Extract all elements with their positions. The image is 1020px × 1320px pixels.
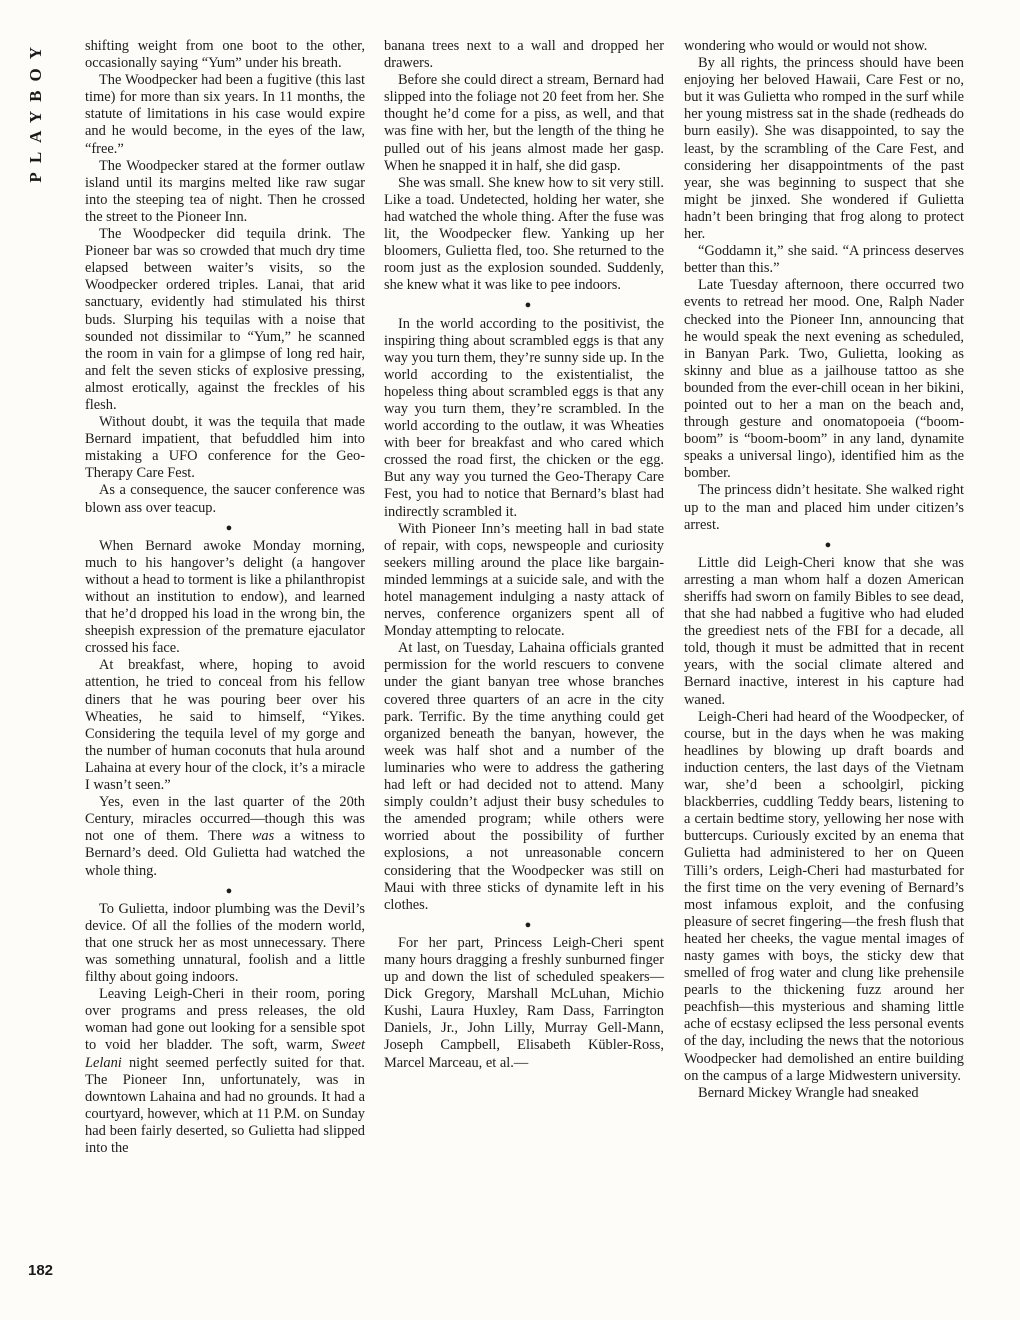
section-break-bullet: ● [225, 884, 233, 897]
section-break-bullet: ● [524, 299, 532, 312]
paragraph: Little did Leigh-Cheri know that she was arresting a man whom half a dozen American sheriffs had sworn on family Bibles to see dead, that she had nabbed a fugitive who had eluded the greediest nets of the FBI for a decade, all told, though it must be admitted that in recent years, with the social climate altered and Bernard inactive, interest in his capture had waned. [684, 554, 964, 708]
paragraph: Bernard Mickey Wrangle had sneaked [698, 1084, 919, 1101]
paragraph: With Pioneer Inn’s meeting hall in bad state of repair, with cops, newspeople and curiosity seekers milling around the place like bargain-minded lemmings at a suicide sale, and with the hotel management indulging a nasty attack of nerves, conference organizers spent all of Monday attempting to relocate. [384, 520, 664, 640]
magazine-masthead: PLAYBOY [26, 38, 45, 183]
paragraph: The Woodpecker had been a fugitive (this last time) for more than six years. In 11 months, the statute of limitations in his case would expire and he would become, in the eyes of the law, “free.” [85, 72, 365, 157]
paragraph: wondering who would or would not show. [684, 38, 928, 54]
section-break-bullet: ● [824, 538, 832, 551]
paragraph: banana trees next to a wall and dropped her drawers. [384, 38, 664, 72]
paragraph: In the world according to the positivist, the inspiring thing about scrambled eggs is that any way you turn them, they’re sunny side up. In the world according to the existentialist, the hopeless thing about scrambled eggs is that any way you turn them, they’re scrambled. In the world according to the outlaw, it was Wheaties with beer for breakfast and who cared which crossed the road first, the chicken or the egg. But any way you turned the Geo-Therapy Care Fest, you had to notice that Bernard’s blast had indirectly scrambled it. [384, 315, 664, 520]
paragraph: shifting weight from one boot to the other, occasionally saying “Yum” under his breath. [85, 38, 365, 72]
paragraph: She was small. She knew how to sit very still. Like a toad. Undetected, holding her water, she had watched the whole thing. After the fuse was lit, the Woodpecker flew. Yanking up her bloomers, Gulietta fled, too. She returned to the room just as the explosion sounded. Suddenly, she knew what it was like to pee indoors. [384, 174, 664, 294]
paragraph: Late Tuesday afternoon, there occurred two events to retread her mood. One, Ralph Nader checked into the Pioneer Inn, announcing that he would speak the next evening as scheduled, in Banyan Park. Two, Gulietta, looking as skinny and blue as a jailhouse tattoo as she bounded from the ever-chill ocean in her bikini, pointed out to her a man on the beach and, through gesture and onomatopoeia (“boom-boom” is “boom-boom” in any land, dynamite speaks a universal lingo), identified him as the bomber. [684, 277, 964, 482]
paragraph: Leigh-Cheri had heard of the Woodpecker, of course, but in the days when he was making headlines by blowing up draft boards and induction centers, the last days of the Vietnam war, she’d been a schoolgirl, picking blackberries, cuddling Teddy bears, listening to a certain bedtime story, yellowing her nose with buttercups. Curiously excited by an enema that Gulietta had administered to her on Queen Tilli’s orders, Leigh-Cheri had masturbated for the first time on the very evening of Bernard’s most infamous exploit, and the confusing pleasure of secret fingering—the fresh flush that heated her cheeks, the vague mental images of nasty games with boys, the sticky dew that smelled of frog water and clung like prehensile pearls to the thickening fuzz around her peachfish—this mysterious and shaming little ache of ecstasy eclipsed the less personal events of the day, including the news that the notorious Woodpecker had demolished an entire building on the campus of a large Midwestern university. [684, 708, 964, 1084]
text-column-1 [85, 38, 365, 1157]
paragraph: The princess didn’t hesitate. She walked right up to the man and placed him under citizen’s arrest. [684, 482, 964, 533]
paragraph: As a consequence, the saucer conference was blown ass over teacup. [85, 482, 365, 516]
section-break-bullet: ● [225, 521, 233, 534]
section-break-bullet: ● [524, 918, 532, 931]
emphasis-text: was [251, 828, 275, 845]
text-column-3 [684, 38, 964, 1102]
paragraph: By all rights, the princess should have been enjoying her beloved Hawaii, Care Fest or no, but it was Gulietta who romped in the surf while her young mistress sat in the shade (redheads do burn easily). She was disappointed, to say the least, by the scrambling of the Care Fest, and considering her disappointments of the past year, she was beginning to suspect that she might be jinxed. She wondered if Gulietta hadn’t been bringing that frog along to protect her. [684, 55, 964, 243]
paragraph-text: night seemed perfectly suited for that. The Pioneer Inn, unfortunately, was in downtown Lahaina and had no grounds. It had a courtyard, however, which at 11 P.M. on Sunday had been fairly deserted, so Gulietta had slipped into the [85, 1054, 365, 1156]
paragraph: For her part, Princess Leigh-Cheri spent many hours dragging a freshly sunburned finger up and down the list of scheduled speakers—Dick Gregory, Marshall McLuhan, Michio Kushi, Laura Huxley, Ram Dass, Farrington Daniels, Jr., John Lilly, Murray Gell-Mann, Joseph Campbell, Elisabeth Kübler-Ross, Marcel Marceau, et al.— [384, 934, 664, 1071]
paragraph: The Woodpecker stared at the former outlaw island until its margins melted like raw sugar into the steeping tea of night. Then he crossed the street to the Pioneer Inn. [85, 157, 365, 225]
paragraph: “Goddamn it,” she said. “A princess deserves better than this.” [684, 243, 964, 277]
paragraph-text: Leaving Leigh-Cheri in their room, poring over programs and press releases, the old woman had gone out looking for a sensible spot to void her bladder. The soft, warm, [85, 986, 365, 1054]
paragraph: To Gulietta, indoor plumbing was the Devil’s device. Of all the follies of the modern world, that one struck her as most unnecessary. There was something unnatural, foolish and a little filthy about going indoors. [85, 900, 365, 986]
paragraph: At breakfast, where, hoping to avoid attention, he tried to conceal from his fellow diners that he was pouring beer over his Wheaties, he said to himself, “Yikes. Considering the tequila level of my gorge and the number of human coconuts that hula around Lahaina at every hour of the clock, it’s a miracle I wasn’t seen.” [85, 657, 365, 794]
paragraph-text: Yes, even in the last quarter of the 20th Century, miracles occurred—though this was not one of them. There [85, 794, 365, 845]
emphasis-text: Sweet Lelani [85, 1037, 365, 1071]
paragraph: The Woodpecker did tequila drink. The Pioneer bar was so crowded that much dry time elapsed between waiter’s visits, so the Woodpecker ordered triples. Lanai, that arid sanctuary, evidently had stimulated his thirst buds. Slurping his tequilas with a noise that sounded not dissimilar to “Yum,” he scanned the room in vain for a glimpse of long red hair, and felt the seven sticks of explosive pressing, almost erotically, against the freckles of his flesh. [85, 226, 365, 413]
paragraph: Without doubt, it was the tequila that made Bernard impatient, that befuddled him into mistaking a UFO conference for the Geo-Therapy Care Fest. [85, 414, 365, 482]
page-number: 182 [28, 1262, 54, 1279]
paragraph: Before she could direct a stream, Bernard had slipped into the foliage not 20 feet from her. She thought he’d come for a piss, as well, and that was fine with her, but the length of the thing he pulled out of his jeans almost made her gasp. When he snapped it in half, she did gasp. [384, 72, 664, 174]
paragraph: When Bernard awoke Monday morning, much to his hangover’s delight (a hangover without a head to torment is like a philanthropist without an institution to endow), and learned that he’d dropped his load in the wrong bin, the sheepish expression of the premature ejaculator crossed his face. [85, 537, 365, 657]
paragraph-text: a witness to Bernard’s deed. Old Gulietta had watched the whole thing. [85, 828, 365, 879]
paragraph [85, 794, 365, 879]
paragraph [85, 986, 365, 1157]
text-column-2 [384, 38, 664, 1072]
paragraph: At last, on Tuesday, Lahaina officials granted permission for the world rescuers to convene under the giant banyan tree whose branches covered three quarters of an acre in the city park. Terrific. By the time anything could get organized beneath the banyan, however, the week was half shot and a number of the luminaries who were to address the gathering had left or had decided not to attend. Many simply couldn’t adjust their busy schedules to the amended program; while others were worried about the possibility of further explosions, a not unreasonable concern considering that the Woodpecker was still on Maui with three sticks of dynamite left in his clothes. [384, 640, 664, 913]
